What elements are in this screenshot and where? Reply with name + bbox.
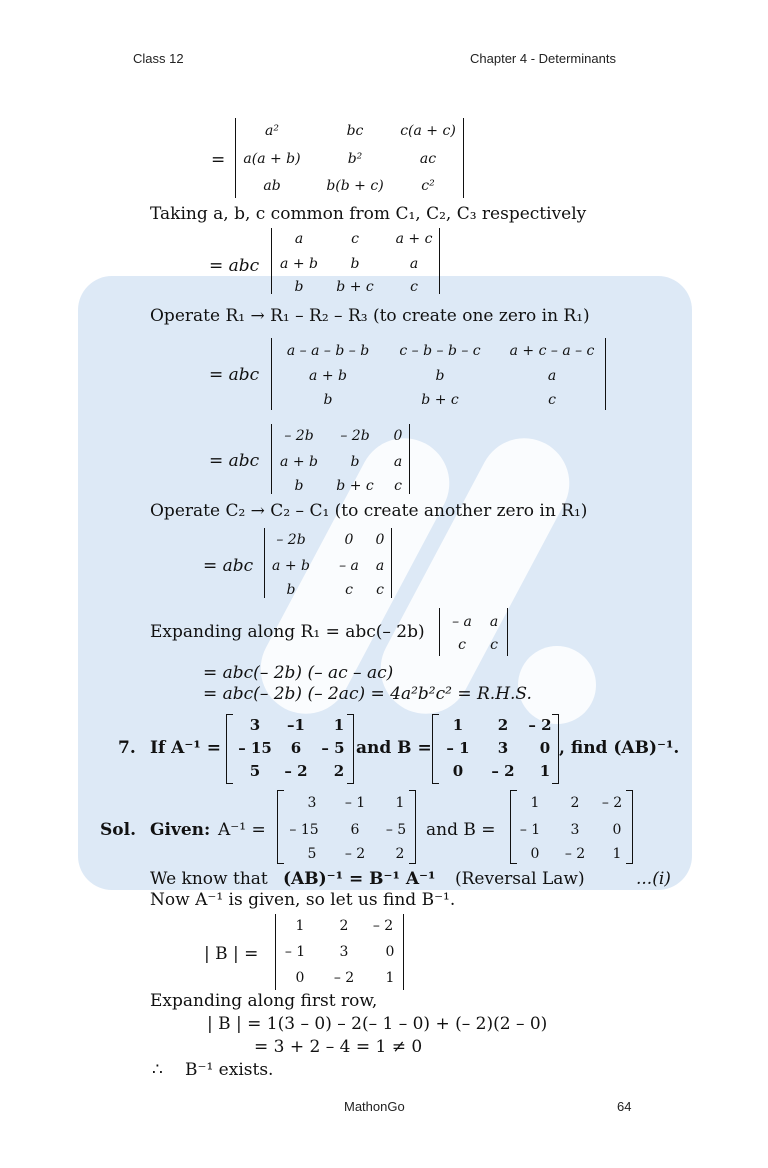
det4-lead: = abc (209, 451, 260, 471)
det4-cell: – 2b (284, 428, 314, 444)
now-find-binv: Now A⁻¹ is given, so let us find B⁻¹. (150, 890, 456, 910)
det4-cell: 0 (393, 428, 403, 444)
det3-cell: b (435, 368, 445, 384)
det3-cell: a + c – a – c (509, 343, 595, 359)
know-text: We know that (150, 869, 268, 889)
det2-cell: a + b (280, 256, 318, 272)
det1-cell: b(b + c) (326, 178, 384, 194)
sol-ainv-cell: – 2 (344, 846, 366, 862)
calc-line-2: = 3 + 2 – 4 = 1 ≠ 0 (254, 1037, 423, 1057)
det2-cell: b + c (336, 279, 374, 295)
q7-ainv-cell: 5 (249, 762, 261, 780)
det2-cell: c (410, 279, 418, 295)
sol-b-cell: 2 (570, 795, 580, 811)
detb-cell: – 2 (372, 918, 394, 934)
det5-cell: a (375, 558, 385, 574)
therefore-symbol: ∴ (152, 1060, 163, 1080)
sol-ainv-cell: – 5 (385, 822, 407, 838)
det1-cell: b² (347, 151, 363, 167)
expand-along-r1: Expanding along R₁ = abc(– 2b) (150, 622, 425, 642)
det1-cell: ab (263, 178, 281, 194)
q7-b-cell: – 2 (491, 762, 515, 780)
det1-lead: = (211, 150, 226, 170)
sol-ainv-cell: – 1 (344, 795, 366, 811)
expand-first-row: Expanding along first row, (150, 991, 378, 1011)
det-2x2-cell: – a (452, 614, 472, 630)
q7-b-cell: 2 (497, 716, 509, 734)
det2-cell: a + c (395, 231, 433, 247)
det4-cell: b (294, 478, 304, 494)
detb-cell: 0 (295, 970, 305, 986)
det1-cell: c(a + c) (400, 123, 456, 139)
q7-b-cell: – 2 (528, 716, 552, 734)
det3-cell: c (548, 392, 556, 408)
q7-ainv-cell: – 15 (238, 739, 272, 757)
equation-ref: ...(i) (636, 869, 671, 889)
q7-ainv-cell: 3 (249, 716, 261, 734)
det3-cell: a – a – b – b (286, 343, 370, 359)
detb-cell: 3 (339, 944, 349, 960)
sol-b-cell: 1 (612, 846, 622, 862)
solution-ainv-lead: A⁻¹ = (218, 820, 266, 840)
det4-cell: b (350, 454, 360, 470)
q7-ainv-cell: – 2 (284, 762, 308, 780)
det2-cell: b (350, 256, 360, 272)
det3-cell: a + b (309, 368, 347, 384)
sol-ainv-cell: 6 (350, 822, 360, 838)
header-chapter-label: Chapter 4 - Determinants (470, 51, 616, 66)
det5-cell: – a (339, 558, 359, 574)
sol-ainv-cell: 5 (307, 846, 317, 862)
det3-lead: = abc (209, 365, 260, 385)
q7-b-cell: – 1 (446, 739, 470, 757)
detb-cell: 1 (295, 918, 305, 934)
det5-cell: b (286, 582, 296, 598)
det5-cell: c (376, 582, 384, 598)
solution-and-b: and B = (426, 820, 496, 840)
q7-ainv-cell: 2 (333, 762, 345, 780)
sol-b-cell: – 2 (564, 846, 586, 862)
sol-b-cell: 0 (530, 846, 540, 862)
result-line-1: = abc(– 2b) (– ac – ac) (203, 663, 394, 683)
q7-b-cell: 0 (539, 739, 551, 757)
sol-b-cell: – 1 (519, 822, 541, 838)
calc-line-1: | B | = 1(3 – 0) – 2(– 1 – 0) + (– 2)(2 – 0) (207, 1014, 548, 1034)
det5-cell: – 2b (276, 532, 306, 548)
det2-cell: a (409, 256, 419, 272)
sol-ainv-cell: – 15 (289, 822, 319, 838)
sol-b-cell: 1 (530, 795, 540, 811)
result-line-2: = abc(– 2b) (– 2ac) = 4a²b²c² = R.H.S. (203, 684, 532, 704)
det1-cell: a(a + b) (243, 151, 301, 167)
det5-cell: a + b (272, 558, 310, 574)
det5-cell: 0 (344, 532, 354, 548)
q7-ainv-cell: –1 (287, 716, 305, 734)
solution-given: Given: (150, 820, 211, 840)
header-class-label: Class 12 (133, 51, 184, 66)
sol-b-cell: 0 (612, 822, 622, 838)
reversal-formula: (AB)⁻¹ = B⁻¹ A⁻¹ (283, 869, 436, 889)
step-row-operation: Operate R₁ → R₁ – R₂ – R₃ (to create one zero in R₁) (150, 306, 590, 326)
detb-cell: 2 (339, 918, 349, 934)
q7-b-cell: 1 (539, 762, 551, 780)
det-2x2-cell: c (490, 637, 498, 653)
det4-cell: c (394, 478, 402, 494)
footer-brand: MathonGo (344, 1099, 405, 1114)
step-common-factor: Taking a, b, c common from C₁, C₂, C₃ respectively (150, 204, 587, 224)
det4-cell: a + b (280, 454, 318, 470)
sol-b-cell: 3 (570, 822, 580, 838)
binv-exists: B⁻¹ exists. (185, 1060, 274, 1080)
det-2x2-cell: a (489, 614, 499, 630)
detb-cell: 0 (385, 944, 395, 960)
det4-cell: a (393, 454, 403, 470)
det2-lead: = abc (209, 256, 260, 276)
q7-ainv-cell: – 5 (321, 739, 345, 757)
det2-cell: b (294, 279, 304, 295)
footer-page-number: 64 (617, 1099, 632, 1114)
det4-cell: b + c (336, 478, 374, 494)
q7-b-cell: 0 (452, 762, 464, 780)
det-2x2-cell: c (458, 637, 466, 653)
det3-cell: b (323, 392, 333, 408)
question-if-ainv: If A⁻¹ = (150, 738, 221, 758)
det1-cell: c² (421, 178, 435, 194)
det1-cell: a² (265, 123, 279, 139)
det3-cell: a (547, 368, 557, 384)
question-number: 7. (118, 738, 136, 758)
watermark-logo (78, 276, 692, 890)
q7-b-cell: 3 (497, 739, 509, 757)
reversal-law: (Reversal Law) (455, 869, 585, 889)
det3-cell: b + c (421, 392, 459, 408)
sol-b-cell: – 2 (601, 795, 623, 811)
q7-b-cell: 1 (452, 716, 464, 734)
solution-label: Sol. (100, 820, 136, 840)
det2-cell: c (351, 231, 359, 247)
det4-cell: – 2b (340, 428, 370, 444)
detb-cell: – 2 (333, 970, 355, 986)
step-column-operation: Operate C₂ → C₂ – C₁ (to create another zero in R₁) (150, 501, 588, 521)
question-find: , find (AB)⁻¹. (559, 738, 680, 758)
q7-ainv-cell: 1 (333, 716, 345, 734)
det5-cell: c (345, 582, 353, 598)
question-and-b: and B = (356, 738, 432, 758)
detb-cell: 1 (385, 970, 395, 986)
detb-cell: – 1 (284, 944, 306, 960)
det1-cell: bc (346, 123, 364, 139)
det1-cell: ac (419, 151, 437, 167)
det2-cell: a (294, 231, 304, 247)
detb-lead: | B | = (204, 944, 259, 964)
sol-ainv-cell: 2 (395, 846, 405, 862)
q7-ainv-cell: 6 (290, 739, 302, 757)
det5-cell: 0 (375, 532, 385, 548)
det3-cell: c – b – b – c (399, 343, 481, 359)
sol-ainv-cell: 1 (395, 795, 405, 811)
det5-lead: = abc (203, 556, 254, 576)
sol-ainv-cell: 3 (307, 795, 317, 811)
